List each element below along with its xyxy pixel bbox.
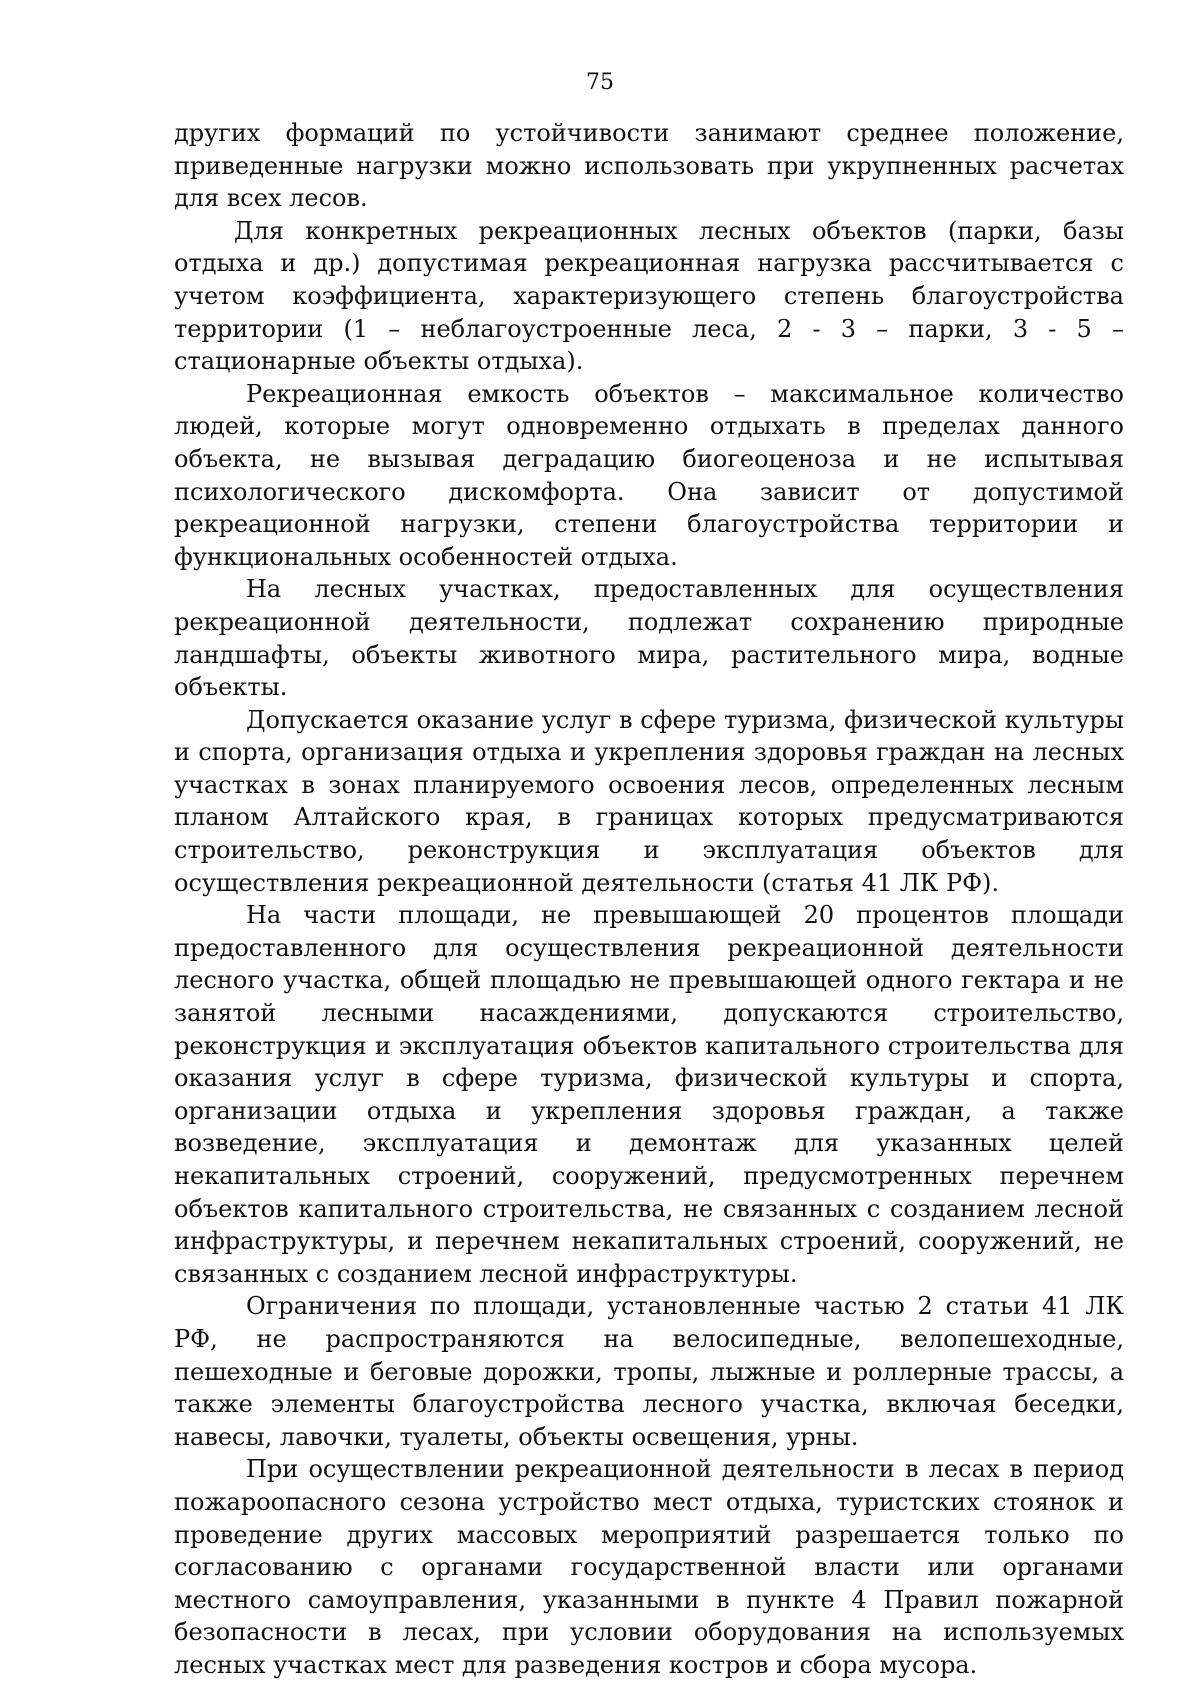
page-number: 75 <box>586 70 614 95</box>
paragraph-permitted-services: Допускается оказание услуг в сфере туризма, физической культуры и спорта, организация отдыха и укрепления здоровья граждан на лесных участках в зонах планируемого освоения лесов, определенных лесным планом Алтайского края, в границах которых предусматриваются строительство, реконструкция и эксплуатация объектов для осуществления рекреационной деятельности (статья 41 ЛК РФ). <box>174 705 1124 897</box>
paragraph-area-exceptions: Ограничения по площади, установленные частью 2 статьи 41 ЛК РФ, не распространяются на велосипедные, велопешеходные, пешеходные и беговые дорожки, тропы, лыжные и роллерные трассы, а также элементы благоустройства лесного участка, включая беседки, навесы, лавочки, туалеты, объекты освещения, урны. <box>174 1292 1124 1451</box>
paragraph-fire-season: При осуществлении рекреационной деятельности в лесах в период пожароопасного сезона устройство мест отдыха, туристских стоянок и проведение других массовых мероприятий разрешается только по согласованию с органами государственной власти или органами местного самоуправления, указанными в пункте 4 Правил пожарной безопасности в лесах, при условии оборудования на используемых лесных участках мест для разведения костров и сбора мусора. <box>174 1455 1124 1679</box>
document-body <box>174 117 1124 1682</box>
paragraph-recreational-capacity: Рекреационная емкость объектов – максимальное количество людей, которые могут одновременно отдыхать в пределах данного объекта, не вызывая деградацию биогеоценоза и не испытывая психологического дискомфорта. Она зависит от допустимой рекреационной нагрузки, степени благоустройства территории и функциональных особенностей отдыха. <box>174 379 1124 571</box>
paragraph-continuation: других формаций по устойчивости занимают среднее положение, приведенные нагрузки можно использовать при укрупненных расчетах для всех лесов. <box>174 119 1124 213</box>
paragraph-area-limits: На части площади, не превышающей 20 процентов площади предоставленного для осуществления рекреационной деятельности лесного участка, общей площадью не превышающей одного гектара и не занятой лесными насаждениями, допускаются строительство, реконструкция и эксплуатация объектов капитального строительства для оказания услуг в сфере туризма, физической культуры и спорта, организации отдыха и укрепления здоровья граждан, а также возведение, эксплуатация и демонтаж для указанных целей некапитальных строений, сооружений, предусмотренных перечнем объектов капитального строительства, не связанных с созданием лесной инфраструктуры, и перечнем некапитальных строений, сооружений, не связанных с созданием лесной инфраструктуры. <box>174 901 1124 1288</box>
paragraph-landscape-preservation: На лесных участках, предоставленных для осуществления рекреационной деятельности, подлежат сохранению природные ландшафты, объекты животного мира, растительного мира, водные объекты. <box>174 575 1124 702</box>
paragraph-recreational-load: Для конкретных рекреационных лесных объектов (парки, базы отдыха и др.) допустимая рекреационная нагрузка рассчитывается с учетом коэффициента, характеризующего степень благоустройства территории (1 – неблагоустроенные леса, 2 - 3 – парки, 3 - 5 – стационарные объекты отдыха). <box>174 216 1124 376</box>
